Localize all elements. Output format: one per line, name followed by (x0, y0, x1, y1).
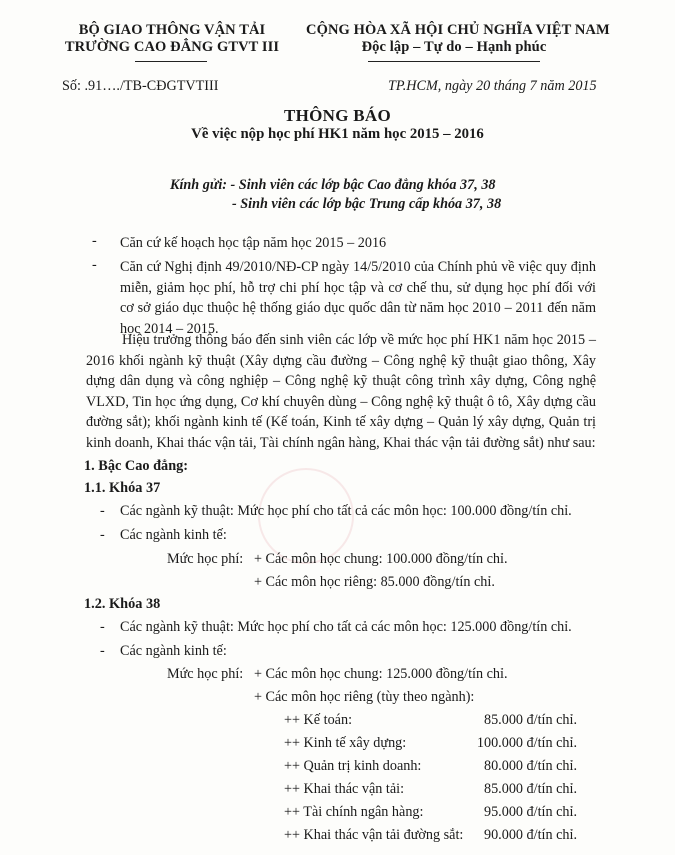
major-name: ++ Tài chính ngân hàng: (284, 804, 424, 820)
bullet-dash: - (100, 527, 105, 543)
k37-heading: 1.1. Khóa 37 (84, 480, 161, 496)
k37-fee-label: Mức học phí: (167, 551, 244, 567)
major-name: ++ Khai thác vận tải đường sắt: (284, 827, 464, 843)
national-motto: Độc lập – Tự do – Hạnh phúc (361, 39, 547, 55)
major-name: ++ Kế toán: (284, 712, 353, 728)
major-name: ++ Khai thác vận tải: (284, 781, 405, 797)
k37-general-fee: + Các môn học chung: 100.000 đồng/tín chỉ. (254, 551, 508, 567)
nation-name: CỘNG HÒA XÃ HỘI CHỦ NGHĨA VIỆT NAM (306, 22, 610, 38)
major-name: ++ Kinh tế xây dựng: (284, 735, 407, 751)
major-fee: 85.000 đ/tín chỉ. (483, 712, 577, 728)
document-number: Số: .91…./TB-CĐGTVTIII (62, 78, 219, 94)
recipients-line-1: Kính gửi: - Sinh viên các lớp bậc Cao đẳng khóa 37, 38 (170, 177, 496, 193)
bullet-dash: - (92, 257, 97, 273)
k37-specific-fee: + Các môn học riêng: 85.000 đồng/tín chỉ. (254, 574, 495, 590)
bullet-dash: - (100, 619, 105, 635)
bullet-dash: - (100, 643, 105, 659)
page-subtitle: Về việc nộp học phí HK1 năm học 2015 – 2016 (191, 126, 484, 142)
k38-heading: 1.2. Khóa 38 (84, 596, 161, 612)
k38-economic-label: Các ngành kinh tế: (120, 643, 227, 659)
place-date: TP.HCM, ngày 20 tháng 7 năm 2015 (388, 78, 597, 94)
section-college-heading: 1. Bậc Cao đẳng: (84, 458, 189, 474)
k37-economic-label: Các ngành kinh tế: (120, 527, 227, 543)
k38-specific-label: + Các môn học riêng (tùy theo ngành): (254, 689, 475, 705)
major-fee: 100.000 đ/tín chỉ. (476, 735, 577, 751)
bullet-dash: - (100, 503, 105, 519)
school-name: TRƯỜNG CAO ĐẲNG GTVT III (64, 39, 280, 55)
basis-plan: Căn cứ kế hoạch học tập năm học 2015 – 2016 (120, 235, 387, 251)
header-right-underline (368, 61, 540, 62)
recipients-line-2: - Sinh viên các lớp bậc Trung cấp khóa 37, 38 (232, 196, 502, 212)
k38-technical-fee: Các ngành kỹ thuật: Mức học phí cho tất cả các môn học: 125.000 đồng/tín chỉ. (120, 619, 572, 635)
major-fee: 85.000 đ/tín chỉ. (483, 781, 577, 797)
major-fee: 80.000 đ/tín chỉ. (483, 758, 577, 774)
header-left-underline (135, 61, 207, 62)
basis-decree: Căn cứ Nghị định 49/2010/NĐ-CP ngày 14/5/2010 của Chính phủ về việc quy định miễn, giảm học phí, hỗ trợ chi phí học tập và cơ chế thu, sử dụng học phí đối với cơ sở giáo dục thuộc hệ thống giáo dục quốc dân từ năm học 2010 – 2011 đến năm học 2014 – 2015. (120, 259, 596, 337)
major-name: ++ Quản trị kinh doanh: (284, 758, 422, 774)
bullet-dash: - (92, 233, 97, 249)
intro-paragraph: Hiệu trưởng thông báo đến sinh viên các lớp về mức học phí HK1 năm học 2015 – 2016 khối ngành kỹ thuật (Xây dựng cầu đường – Công nghệ kỹ thuật giao thông, Xây dựng dân dụng và công nghiệp – Công nghệ kỹ thuật công trình xây dựng, Công nghệ VLXD, Tin học ứng dụng, Cơ khí chuyên dùng – Công nghệ kỹ thuật ô tô, Xây dựng cầu đường sắt); khối ngành kinh tế (Kế toán, Kinh tế xây dựng – Quản lý xây dựng, Quản trị kinh doanh, Khai thác vận tải, Tài chính ngân hàng, Khai thác vận tải đường sắt) như sau: (86, 332, 596, 451)
page-title: THÔNG BÁO (283, 106, 392, 125)
ministry-name: BỘ GIAO THÔNG VẬN TẢI (78, 22, 266, 38)
k38-fee-label: Mức học phí: (167, 666, 244, 682)
k38-general-fee: + Các môn học chung: 125.000 đồng/tín chỉ. (254, 666, 508, 682)
major-fee: 95.000 đ/tín chỉ. (483, 804, 577, 820)
k37-technical-fee: Các ngành kỹ thuật: Mức học phí cho tất cả các môn học: 100.000 đồng/tín chỉ. (120, 503, 572, 519)
major-fee: 90.000 đ/tín chỉ. (483, 827, 577, 843)
